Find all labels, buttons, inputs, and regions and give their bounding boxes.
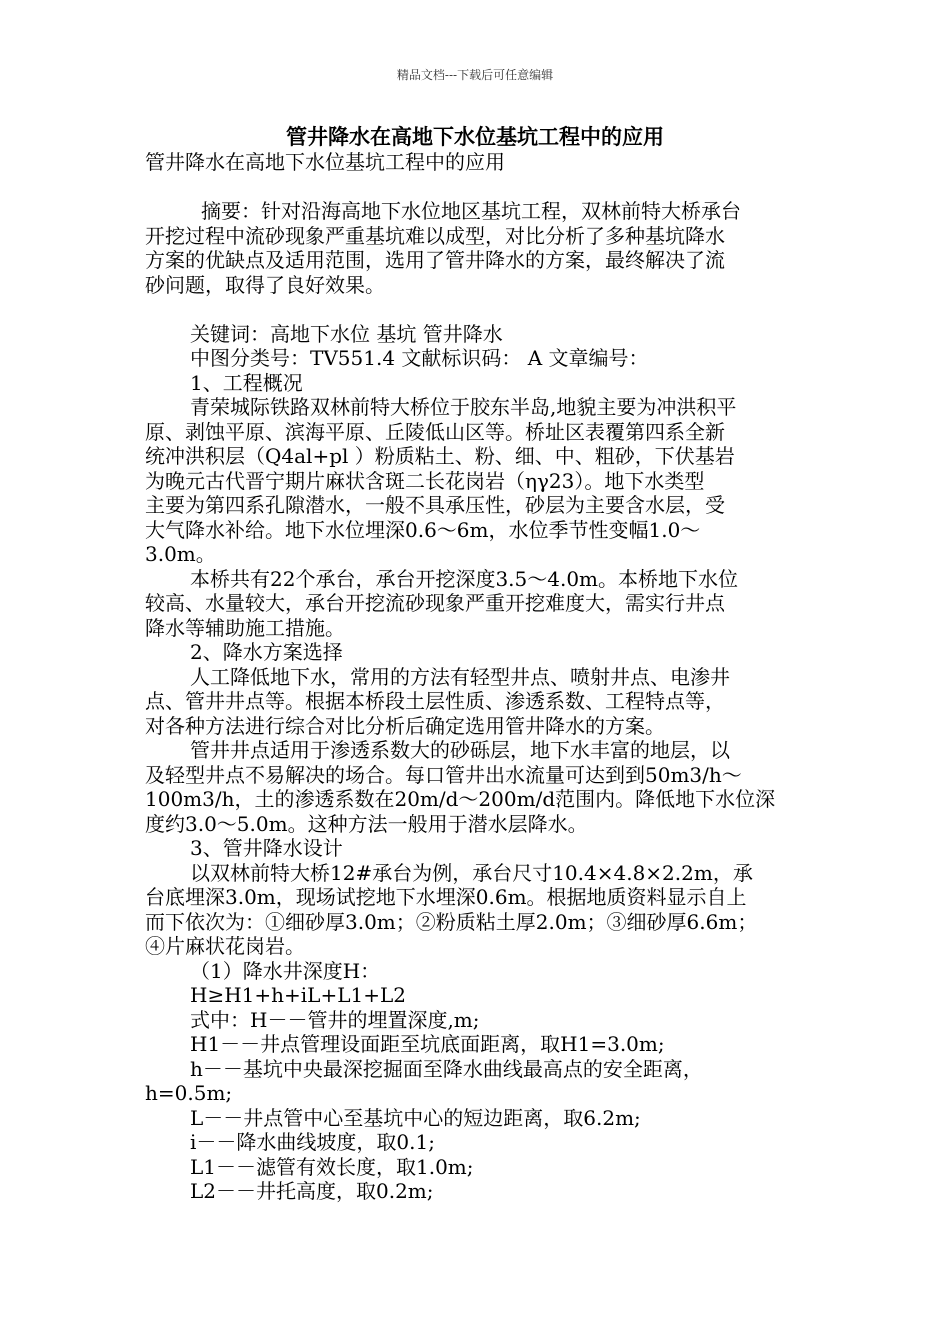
- document-body: [145, 150, 810, 1204]
- subtitle: 管井降水在高地下水位基坑工程中的应用: [145, 150, 505, 174]
- formula-definition: L－－井点管中心至基坑中心的短边距离，取6.2m;: [190, 1105, 641, 1130]
- abstract-line: 方案的优缺点及适用范围，选用了管井降水的方案，最终解决了流: [145, 248, 725, 272]
- paragraph-line: 原、剥蚀平原、滨海平原、丘陵低山区等。桥址区表覆第四系全新: [145, 419, 725, 444]
- paragraph: [145, 665, 810, 739]
- section-heading: 1、工程概况: [190, 370, 303, 395]
- paragraph-line: 主要为第四系孔隙潜水，一般不具承压性，砂层为主要含水层，受: [145, 493, 725, 517]
- classification: 中图分类号：TV551.4 文献标识码： A 文章编号：: [190, 346, 649, 370]
- section-heading: 2、降水方案选择: [190, 640, 343, 664]
- paragraph-line: 较高、水量较大，承台开挖流砂现象严重开挖难度大，需实行井点: [145, 591, 725, 615]
- paragraph-line: 本桥共有22个承台，承台开挖深度3.5～4.0m。本桥地下水位: [190, 566, 739, 591]
- subsection-heading: （1）降水井深度H：: [190, 958, 381, 983]
- abstract: [145, 199, 810, 297]
- paragraph-line: 对各种方法进行综合对比分析后确定选用管井降水的方案。: [145, 713, 665, 738]
- paragraph-line: 管井井点适用于渗透系数大的砂砾层，地下水丰富的地层，以: [190, 738, 730, 762]
- paragraph-line: 降水等辅助施工措施。: [145, 615, 345, 640]
- paragraph: [145, 395, 810, 567]
- paragraph-line: 统冲洪积层（Q4al+pl ）粉质粘土、粉、细、中、粗砂，下伏基岩: [145, 444, 735, 468]
- formula: H≥H1+h+iL+L1+L2: [190, 983, 406, 1007]
- paragraph-line: 为晚元古代晋宁期片麻状含斑二长花岗岩（ηγ23）。地下水类型: [145, 468, 705, 493]
- keywords: 关键词：高地下水位 基坑 管井降水: [190, 321, 503, 346]
- spacer: [145, 175, 810, 200]
- paragraph-line: 而下依次为：①细砂厚3.0m；②粉质粘土厚2.0m；③细砂厚6.6m；: [145, 909, 758, 934]
- document-title: 管井降水在高地下水位基坑工程中的应用: [286, 125, 664, 149]
- paragraph-line: 以双林前特大桥12#承台为例，承台尺寸10.4×4.8×2.2m，承: [190, 860, 753, 885]
- paragraph-line: 人工降低地下水，常用的方法有轻型井点、喷射井点、电渗井: [190, 664, 730, 689]
- formula-definition: H1－－井点管理设面距至坑底面距离，取H1=3.0m;: [190, 1032, 665, 1056]
- spacer: [145, 297, 810, 322]
- paragraph-line: 点、管井井点等。根据本桥段土层性质、渗透系数、工程特点等，: [145, 689, 725, 713]
- formula-definition: h=0.5m;: [145, 1081, 233, 1105]
- paragraph: [145, 861, 810, 959]
- formula-definition: L2－－井托高度，取0.2m;: [190, 1179, 434, 1203]
- paragraph: [145, 567, 810, 641]
- paragraph-line: 大气降水补给。地下水位埋深0.6～6m，水位季节性变幅1.0～: [145, 517, 701, 542]
- formula-definition: i－－降水曲线坡度，取0.1;: [190, 1130, 435, 1154]
- paragraph-line: 青荣城际铁路双林前特大桥位于胶东半岛,地貌主要为冲洪积平: [190, 395, 737, 419]
- header-note: 精品文档---下载后可任意编辑: [396, 68, 554, 82]
- paragraph-line: 3.0m。: [145, 542, 216, 566]
- paragraph-line: ④片麻状花岗岩。: [145, 934, 305, 958]
- paragraph-line: 度约3.0～5.0m。这种方法一般用于潜水层降水。: [145, 811, 588, 836]
- paragraph-line: 台底埋深3.0m，现场试挖地下水埋深0.6m。根据地质资料显示自上: [145, 885, 747, 909]
- paragraph-line: 100m3/h，土的渗透系数在20m/d～200m/d范围内。降低地下水位深: [145, 787, 776, 811]
- formula-definition: h－－基坑中央最深挖掘面至降水曲线最高点的安全距离，: [190, 1056, 703, 1081]
- abstract-line: 砂问题，取得了良好效果。: [145, 272, 385, 297]
- abstract-line: 摘要：针对沿海高地下水位地区基坑工程，双林前特大桥承台: [201, 199, 741, 223]
- paragraph: [145, 738, 810, 836]
- formula-intro: 式中：H－－管井的埋置深度,m;: [190, 1007, 480, 1032]
- paragraph-line: 及轻型井点不易解决的场合。每口管井出水流量可达到到50m3/h～: [145, 762, 742, 787]
- formula-definition: L1－－滤管有效长度，取1.0m;: [190, 1154, 474, 1179]
- abstract-line: 开挖过程中流砂现象严重基坑难以成型，对比分析了多种基坑降水: [145, 223, 725, 248]
- section-heading: 3、管井降水设计: [190, 836, 343, 860]
